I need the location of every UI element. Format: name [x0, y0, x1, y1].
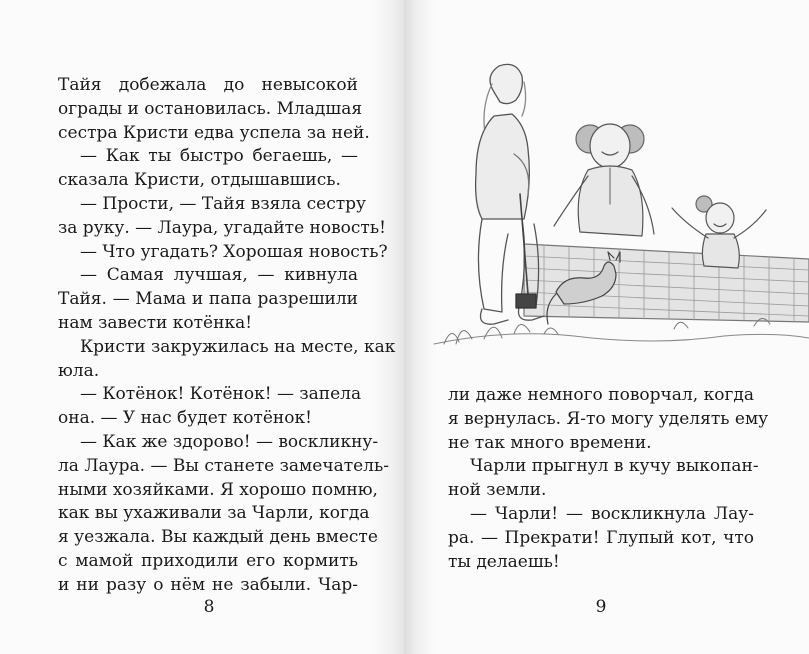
text-line: Тайя. — Мама и папа разрешили	[58, 289, 358, 310]
text-line: как вы ухаживали за Чарли, когда	[58, 503, 370, 524]
pencil-illustration	[424, 54, 809, 359]
left-page-text	[58, 74, 396, 598]
text-line: ли даже немного поворчал, когда	[448, 385, 754, 405]
text-line: ной земли.	[448, 480, 547, 501]
right-page-text	[448, 384, 769, 574]
text-line: сестра Кристи едва успела за ней.	[58, 122, 370, 143]
text-line: ограды и остановилась. Младшая	[58, 98, 363, 119]
text-line: сказала Кристи, отдышавшись.	[58, 170, 341, 191]
plants	[444, 318, 770, 344]
text-line: и ни разу о нём не забыли. Чар-	[58, 574, 358, 595]
text-line: ты делаешь!	[448, 551, 560, 572]
text-line: — Прости, — Тайя взяла сестру	[80, 193, 367, 214]
page-number-right: 9	[595, 597, 607, 617]
text-line: ла Лаура. — Вы станете замечатель-	[58, 455, 389, 476]
text-line: нам завести котёнка!	[58, 312, 253, 333]
text-line: юла.	[58, 360, 100, 381]
text-line: за руку. — Лаура, угадайте новость!	[58, 217, 386, 238]
text-line: — Как же здорово! — воскликну-	[80, 431, 379, 452]
ground	[434, 334, 809, 344]
text-line: она. — У нас будет котёнок!	[58, 408, 312, 429]
text-line: Тайя добежала до невысокой	[58, 75, 358, 95]
left-page	[0, 0, 404, 654]
text-line: — Что угадать? Хорошая новость?	[80, 241, 388, 262]
text-line: я уезжала. Вы каждый день вместе	[58, 527, 378, 548]
text-line: — Чарли! — воскликнула Лау-	[470, 503, 754, 524]
text-line: — Как ты быстро бегаешь, —	[80, 146, 358, 167]
girl-figure	[554, 124, 654, 236]
text-line: я вернулась. Я-то могу уделять ему	[448, 408, 769, 429]
text-line: — Самая лучшая, — кивнула	[80, 265, 358, 286]
text-line: Чарли прыгнул в кучу выкопан-	[470, 456, 759, 477]
text-line: — Котёнок! Котёнок! — запела	[80, 384, 362, 405]
page-number-left: 8	[203, 597, 215, 617]
text-line: Кристи закружилась на месте, как	[80, 336, 396, 357]
text-line: не так много времени.	[448, 432, 652, 453]
text-line: с мамой приходили его кормить	[58, 550, 358, 571]
text-line: ными хозяйками. Я хорошо помню,	[58, 479, 378, 500]
text-line: ра. — Прекрати! Глупый кот, что	[448, 527, 754, 548]
